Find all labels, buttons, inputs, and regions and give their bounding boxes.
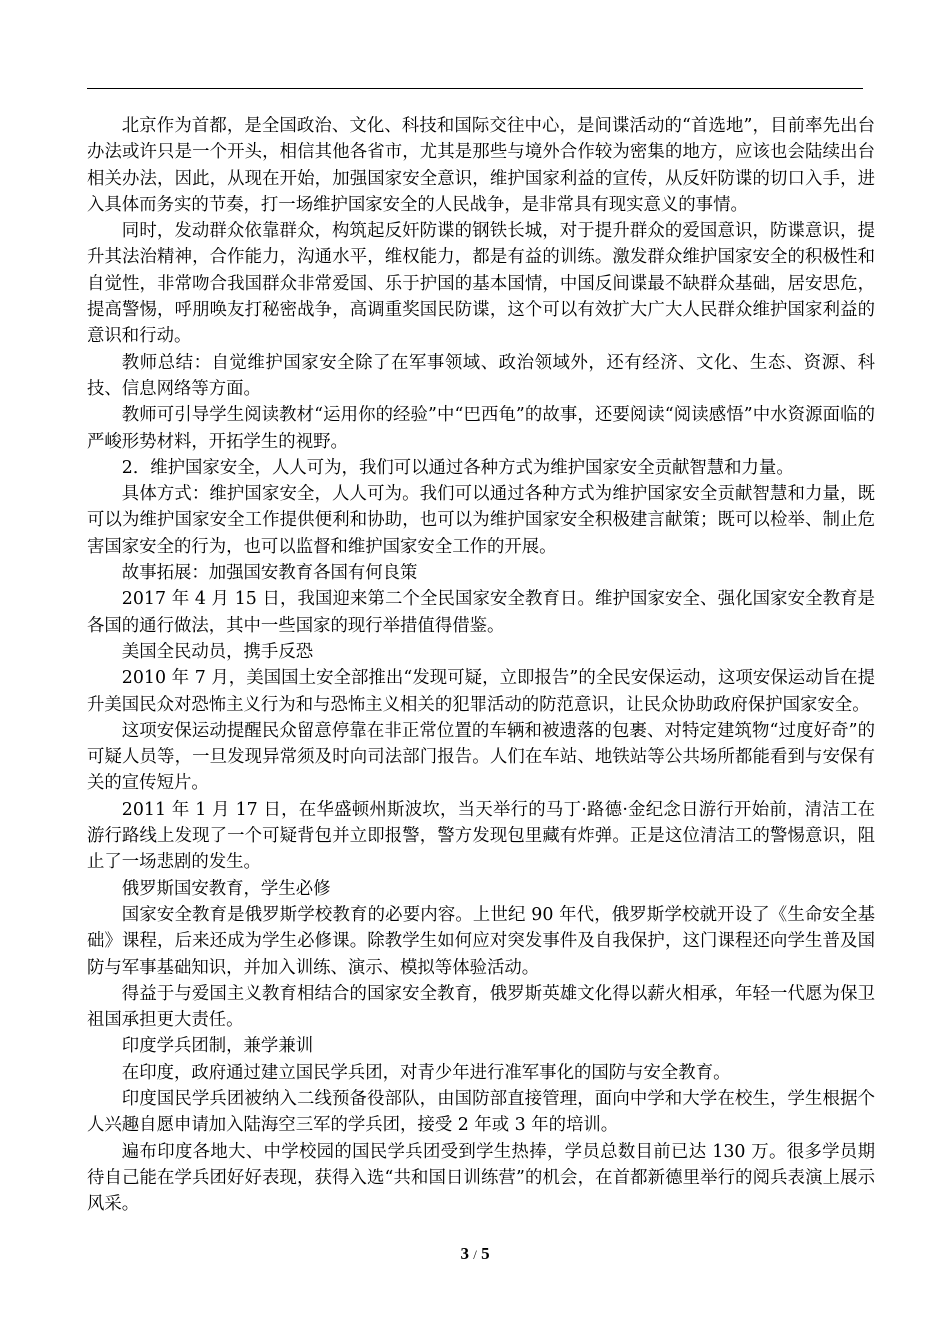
paragraph: 2010 年 7 月，美国国土安全部推出“发现可疑，立即报告”的全民安保运动，这项安保运动旨在提升美国民众对恐怖主义行为和与恐怖主义相关的犯罪活动的防范意识，让民众协助政府保护国家安全。 <box>87 668 875 715</box>
document-body <box>87 113 875 1217</box>
paragraph: 2017 年 4 月 15 日，我国迎来第二个全民国家安全教育日。维护国家安全、强化国家安全教育是各国的通行做法，其中一些国家的现行举措值得借鉴。 <box>87 589 875 636</box>
paragraph: 国家安全教育是俄罗斯学校教育的必要内容。上世纪 90 年代，俄罗斯学校就开设了《生命安全基础》课程，后来还成为学生必修课。除教学生如何应对突发事件及自我保护，这门课程还向学生普及国防与军事基础知识，并加入训练、演示、模拟等体验活动。 <box>87 904 875 978</box>
paragraph: 教师总结：自觉维护国家安全除了在军事领域、政治领域外，还有经济、文化、生态、资源、科技、信息网络等方面。 <box>87 352 875 399</box>
current-page: 3 <box>460 1244 469 1263</box>
paragraph: 教师可引导学生阅读教材“运用你的经验”中“巴西龟”的故事，还要阅读“阅读感悟”中水资源面临的严峻形势材料，开拓学生的视野。 <box>87 405 875 452</box>
total-pages: 5 <box>481 1244 490 1263</box>
paragraph: 在印度，政府通过建立国民学兵团，对青少年进行准军事化的国防与安全教育。 <box>121 1062 731 1083</box>
page-separator: / <box>473 1247 477 1262</box>
header-rule <box>87 88 863 89</box>
section-heading: 故事拓展：加强国安教育各国有何良策 <box>121 563 418 584</box>
section-heading: 俄罗斯国安教育，学生必修 <box>121 878 331 899</box>
paragraph: 这项安保运动提醒民众留意停靠在非正常位置的车辆和被遗落的包裹、对特定建筑物“过度好奇”的可疑人员等，一旦发现异常须及时向司法部门报告。人们在车站、地铁站等公共场所都能看到与安保有关的宣传短片。 <box>87 720 875 794</box>
paragraph: 遍布印度各地大、中学校园的国民学兵团受到学生热捧，学员总数目前已达 130 万。很多学员期待自己能在学兵团好好表现，获得入选“共和国日训练营”的机会，在首都新德里举行的阅兵表演上展示风采。 <box>87 1141 875 1215</box>
paragraph: 2011 年 1 月 17 日，在华盛顿州斯波坎，当天举行的马丁·路德·金纪念日游行开始前，清洁工在游行路线上发现了一个可疑背包并立即报警，警方发现包里藏有炸弹。正是这位清洁工的警惕意识，阻止了一场悲剧的发生。 <box>87 799 875 873</box>
paragraph: 同时，发动群众依靠群众，构筑起反奸防谍的钢铁长城，对于提升群众的爱国意识，防谍意识，提升其法治精神，合作能力，沟通水平，维权能力，都是有益的训练。激发群众维护国家安全的积极性和自觉性，非常吻合我国群众非常爱国、乐于护国的基本国情，中国反间谍最不缺群众基础，居安思危，提高警惕，呼朋唤友打秘密战争，高调重奖国民防谍，这个可以有效扩大广大人民群众维护国家利益的意识和行动。 <box>87 221 875 347</box>
paragraph: 印度国民学兵团被纳入二线预备役部队，由国防部直接管理，面向中学和大学在校生，学生根据个人兴趣自愿申请加入陆海空三军的学兵团，接受 2 年或 3 年的培训。 <box>87 1088 875 1136</box>
page-number <box>0 1244 950 1264</box>
paragraph: 得益于与爱国主义教育相结合的国家安全教育，俄罗斯英雄文化得以薪火相承，年轻一代愿为保卫祖国承担更大责任。 <box>87 983 875 1031</box>
paragraph: 2．维护国家安全，人人可为，我们可以通过各种方式为维护国家安全贡献智慧和力量。 <box>121 457 794 478</box>
section-heading: 美国全民动员，携手反恐 <box>121 641 314 662</box>
paragraph: 北京作为首都，是全国政治、文化、科技和国际交往中心，是间谍活动的“首选地”，目前率先出台办法或许只是一个开头，相信其他各省市，尤其是那些与境外合作较为密集的地方，应该也会陆续出台相关办法，因此，从现在开始，加强国家安全意识，维护国家利益的宣传，从反奸防谍的切口入手，进入具体而务实的节奏，打一场维护国家安全的人民战争，是非常具有现实意义的事情。 <box>87 116 875 215</box>
paragraph: 具体方式：维护国家安全，人人可为。我们可以通过各种方式为维护国家安全贡献智慧和力量，既可以为维护国家安全工作提供便利和协助，也可以为维护国家安全积极建言献策；既可以检举、制止危害国家安全的行为，也可以监督和维护国家安全工作的开展。 <box>87 484 875 557</box>
section-heading: 印度学兵团制，兼学兼训 <box>121 1036 314 1057</box>
